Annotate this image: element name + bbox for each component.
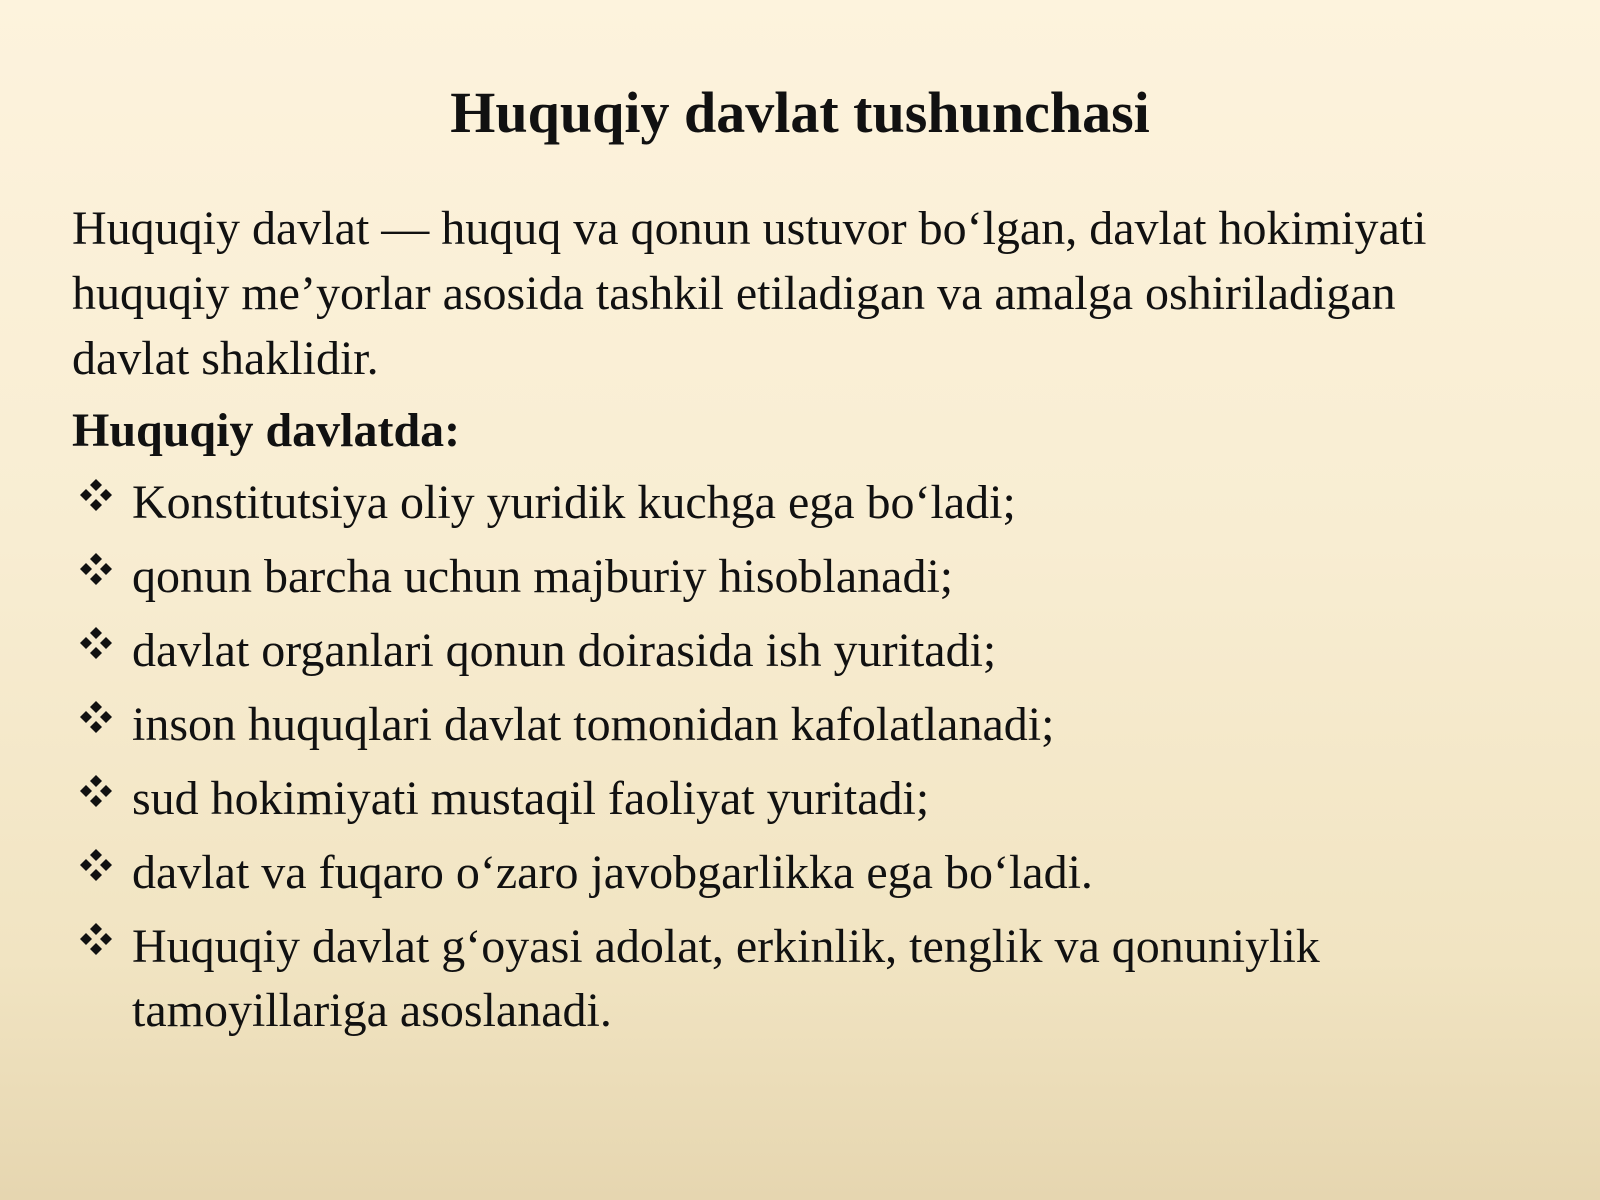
four-diamond-bullet-icon (78, 773, 114, 809)
four-diamond-bullet-icon (78, 921, 114, 957)
list-item (72, 767, 1552, 831)
list-item (72, 471, 1552, 535)
list-item (72, 619, 1552, 683)
bullet-list (72, 471, 1552, 1053)
four-diamond-bullet-icon (78, 699, 114, 735)
four-diamond-bullet-icon (78, 625, 114, 661)
bullet-text: Huquqiy davlat g‘oyasi adolat, erkinlik, tenglik va qonuniylik tamoyillariga asoslanadi. (132, 920, 1320, 1037)
bullet-text: davlat va fuqaro o‘zaro javobgarlikka ega bo‘ladi. (132, 846, 1093, 899)
four-diamond-bullet-icon (78, 551, 114, 587)
bullet-text: davlat organlari qonun doirasida ish yuritadi; (132, 624, 997, 677)
list-item (72, 915, 1552, 1043)
four-diamond-bullet-icon (78, 477, 114, 513)
list-item (72, 545, 1552, 609)
bullets-heading: Huquqiy davlatda: (72, 404, 461, 457)
bullet-text: Konstitutsiya oliy yuridik kuchga ega bo‘ladi; (132, 476, 1016, 529)
list-item (72, 841, 1552, 905)
four-diamond-bullet-icon (78, 847, 114, 883)
slide-title: Huquqiy davlat tushunchasi (450, 80, 1150, 145)
bullet-text: sud hokimiyati mustaqil faoliyat yuritadi; (132, 772, 930, 825)
bullet-text: inson huquqlari davlat tomonidan kafolatlanadi; (132, 698, 1055, 751)
bullet-text: qonun barcha uchun majburiy hisoblanadi; (132, 550, 954, 603)
list-item (72, 693, 1552, 757)
definition-paragraph: Huquqiy davlat — huquq va qonun ustuvor bo‘lgan, davlat hokimiyati huquqiy me’yorlar asosida tashkil etiladigan va amalga oshiriladigan davlat shaklidir. (72, 202, 1427, 385)
